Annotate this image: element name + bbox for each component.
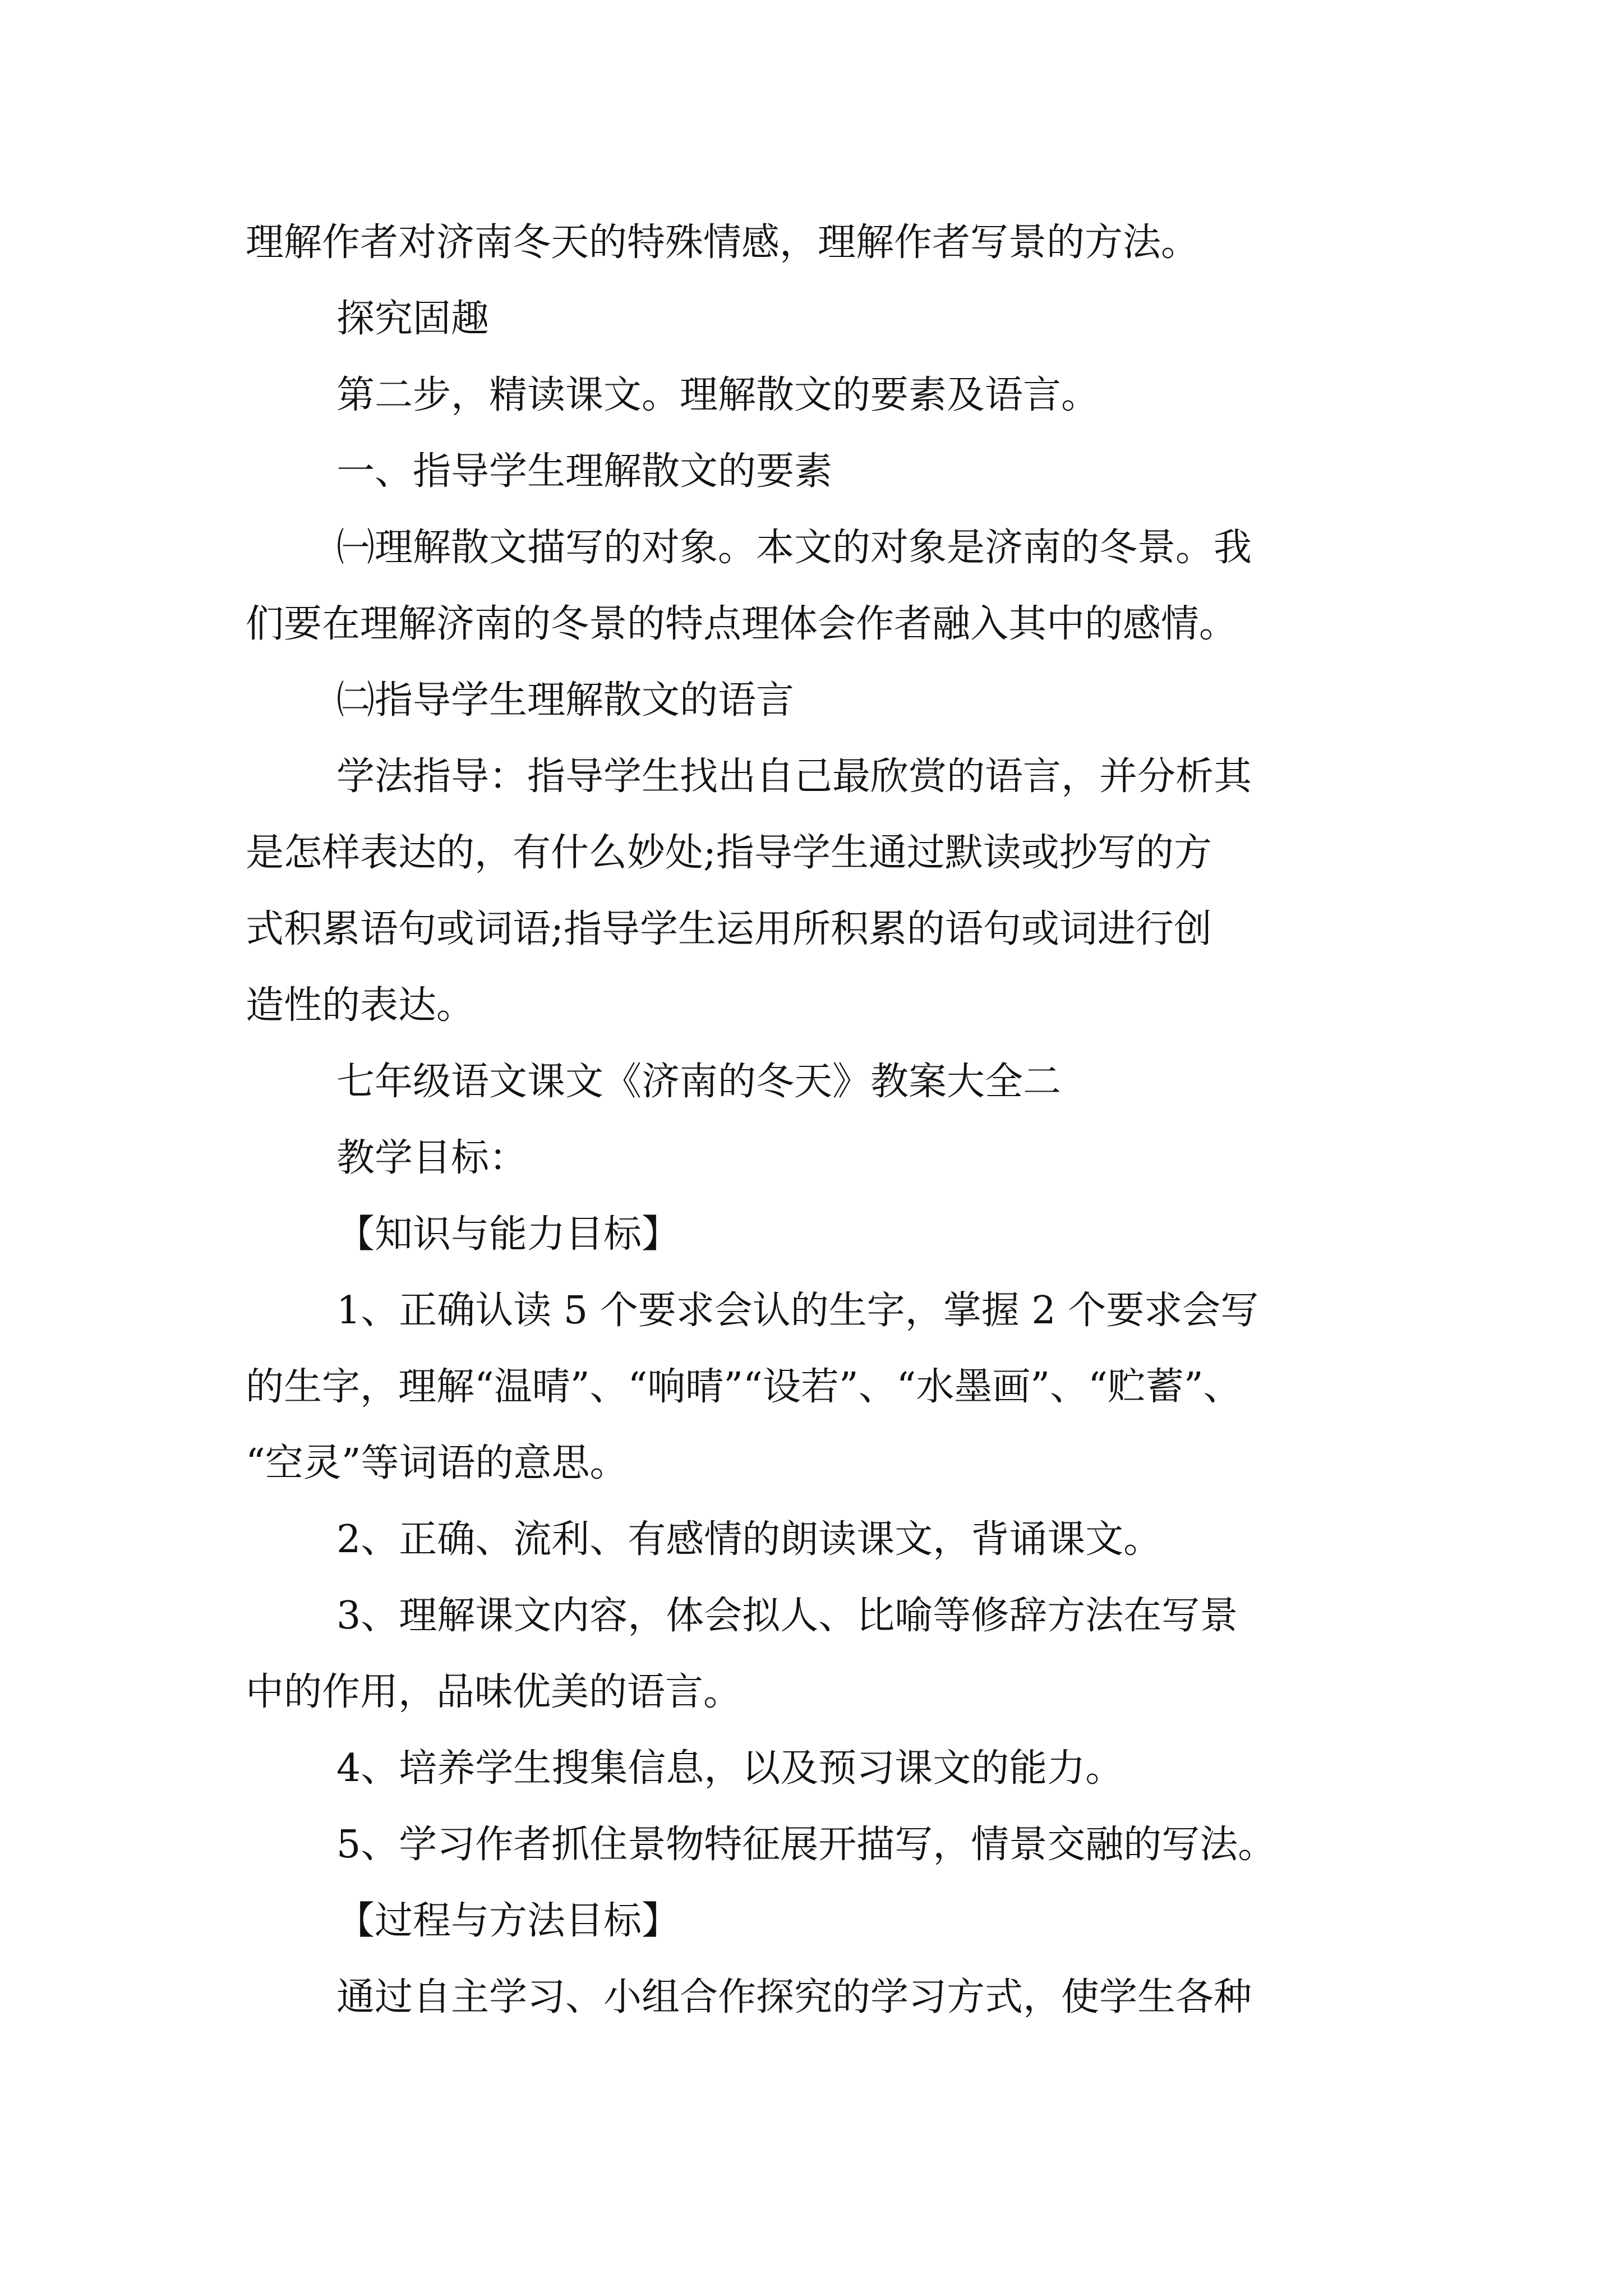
text-line-10: 式积累语句或词语;指导学生运用所积累的语句或词进行创 xyxy=(246,907,1212,951)
text-line-8: 学法指导：指导学生找出自己最欣赏的语言，并分析其 xyxy=(336,754,1252,799)
text-line-3: 第二步，精读课文。理解散文的要素及语言。 xyxy=(336,373,1100,417)
text-line-7: ㈡指导学生理解散文的语言 xyxy=(336,678,795,723)
text-line-6: 们要在理解济南的冬景的特点理体会作者融入其中的感情。 xyxy=(246,602,1238,646)
text-line-22: 5、学习作者抓住景物特征展开描写，情景交融的写法。 xyxy=(336,1823,1276,1867)
text-line-1: 理解作者对济南冬天的特殊情感，理解作者写景的方法。 xyxy=(246,220,1200,265)
text-line-18: 2、正确、流利、有感情的朗读课文，背诵课文。 xyxy=(336,1517,1162,1562)
text-line-2: 探究固趣 xyxy=(336,297,490,341)
text-line-20: 中的作用，品味优美的语言。 xyxy=(246,1670,742,1714)
text-line-4: 一、指导学生理解散文的要素 xyxy=(336,449,833,494)
text-line-16: 的生字，理解“温晴”、“响晴”“设若”、“水墨画”、“贮蓄”、 xyxy=(246,1365,1242,1409)
text-line-15: 1、正确认读 5 个要求会认的生字，掌握 2 个要求会写 xyxy=(336,1289,1259,1333)
text-line-21: 4、培养学生搜集信息，以及预习课文的能力。 xyxy=(336,1746,1124,1791)
text-line-19: 3、理解课文内容，体会拟人、比喻等修辞方法在写景 xyxy=(336,1594,1238,1638)
text-line-11: 造性的表达。 xyxy=(246,983,475,1028)
text-line-17: “空灵”等词语的意思。 xyxy=(246,1441,628,1485)
text-line-14: 【知识与能力目标】 xyxy=(336,1212,680,1257)
text-line-23: 【过程与方法目标】 xyxy=(336,1899,680,1943)
text-line-24: 通过自主学习、小组合作探究的学习方式，使学生各种 xyxy=(336,1975,1252,2019)
text-line-5: ㈠理解散文描写的对象。本文的对象是济南的冬景。我 xyxy=(336,526,1252,570)
text-line-9: 是怎样表达的，有什么妙处;指导学生通过默读或抄写的方 xyxy=(246,831,1212,875)
text-line-12: 七年级语文课文《济南的冬天》教案大全二 xyxy=(336,1060,1062,1104)
text-line-13: 教学目标： xyxy=(336,1136,528,1180)
